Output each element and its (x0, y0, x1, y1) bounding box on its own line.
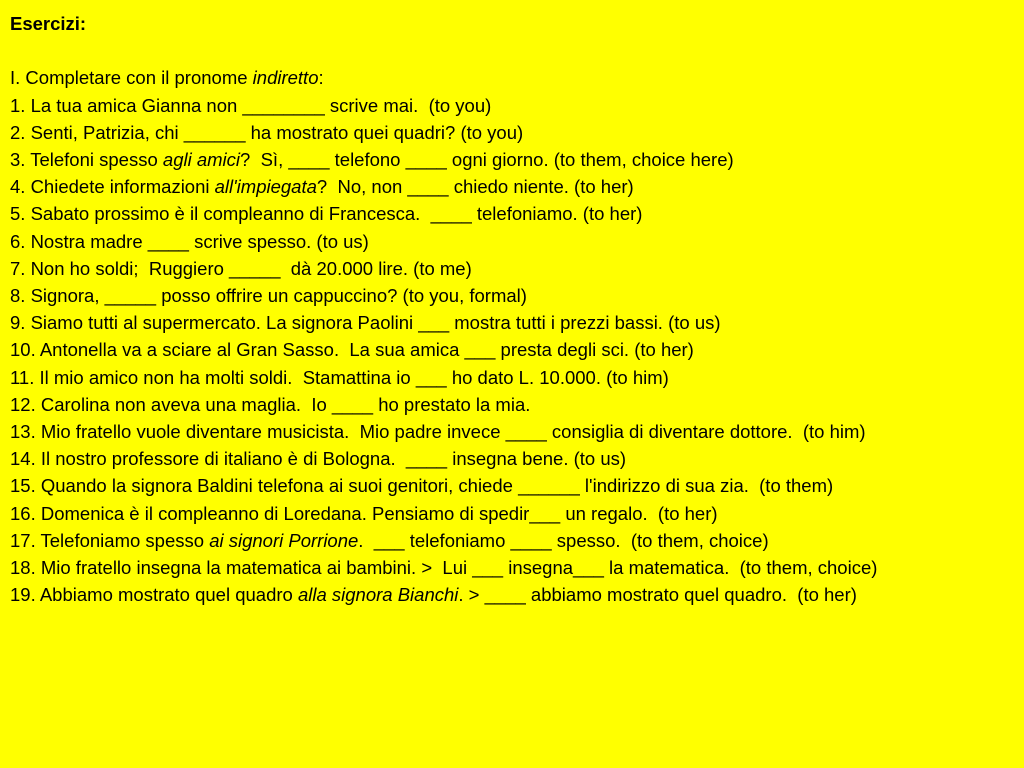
exercise-item-text: ? No, non ____ chiedo niente. (to her) (316, 176, 634, 198)
exercise-item (10, 228, 1016, 255)
exercise-item-text: 5. Sabato prossimo è il compleanno di Francesca. ____ telefoniamo. (to her) (10, 203, 643, 225)
exercise-item (10, 173, 1016, 200)
exercise-item-emphasis: all'impiegata (214, 176, 317, 198)
exercise-item (10, 472, 1016, 499)
exercise-item (10, 309, 1016, 336)
exercise-item-text: 17. Telefoniamo spesso (10, 529, 210, 551)
exercise-item-emphasis: alla signora Bianchi (297, 584, 459, 606)
exercise-item-text: 4. Chiedete informazioni (10, 176, 215, 198)
exercise-item (10, 92, 1016, 119)
instruction-text: I. Completare con il pronome (10, 67, 253, 89)
exercise-item-text: 13. Mio fratello vuole diventare musicista. Mio padre invece ____ consiglia di diventare dottore. (to him) (10, 421, 866, 443)
exercise-slide (10, 10, 1016, 608)
exercise-item (10, 445, 1016, 472)
blank-line (10, 37, 1016, 64)
exercise-list (10, 92, 1016, 609)
exercise-item (10, 581, 1016, 608)
exercise-item (10, 364, 1016, 391)
exercise-instruction (10, 64, 1016, 91)
exercise-item (10, 200, 1016, 227)
slide-heading: Esercizi: (10, 13, 87, 34)
exercise-item (10, 391, 1016, 418)
exercise-item (10, 500, 1016, 527)
exercise-item-emphasis: ai signori Porrione (209, 529, 359, 551)
exercise-item (10, 282, 1016, 309)
instruction-emphasis: indiretto (252, 67, 319, 89)
exercise-item-text: . ___ telefoniamo ____ spesso. (to them, choice) (358, 529, 769, 551)
exercise-item (10, 119, 1016, 146)
exercise-item-text: 14. Il nostro professore di italiano è di Bologna. ____ insegna bene. (to us) (10, 448, 627, 470)
exercise-item-text: 6. Nostra madre ____ scrive spesso. (to us) (10, 230, 369, 252)
exercise-item-text: 3. Telefoni spesso (10, 148, 163, 170)
exercise-item-text: . > ____ abbiamo mostrato quel quadro. (to her) (458, 584, 857, 606)
exercise-item-text: 1. La tua amica Gianna non ________ scrive mai. (to you) (10, 94, 492, 116)
exercise-item (10, 146, 1016, 173)
exercise-item-text: 15. Quando la signora Baldini telefona ai suoi genitori, chiede ______ l'indirizzo di sua zia. (to them) (10, 475, 834, 497)
exercise-item (10, 418, 1016, 445)
exercise-item (10, 554, 1016, 581)
exercise-item-text: 12. Carolina non aveva una maglia. Io ____ ho prestato la mia. (10, 393, 531, 415)
exercise-item-emphasis: agli amici (162, 148, 241, 170)
exercise-item-text: 2. Senti, Patrizia, chi ______ ha mostrato quei quadri? (to you) (10, 121, 524, 143)
exercise-item-text: 7. Non ho soldi; Ruggiero _____ dà 20.000 lire. (to me) (10, 257, 472, 279)
exercise-item (10, 255, 1016, 282)
exercise-item-text: 8. Signora, _____ posso offrire un cappuccino? (to you, formal) (10, 285, 527, 306)
exercise-item-text: ? Sì, ____ telefono ____ ogni giorno. (to them, choice here) (240, 148, 734, 170)
exercise-item-text: 19. Abbiamo mostrato quel quadro (10, 584, 298, 606)
exercise-item (10, 527, 1016, 554)
exercise-item-text: 16. Domenica è il compleanno di Loredana. Pensiamo di spedir___ un regalo. (to her) (10, 502, 718, 524)
exercise-item-text: 11. Il mio amico non ha molti soldi. Stamattina io ___ ho dato L. 10.000. (to him) (10, 366, 669, 388)
exercise-item-text: 18. Mio fratello insegna la matematica ai bambini. > Lui ___ insegna___ la matematica. (to them, choice) (10, 557, 878, 579)
exercise-item-text: 10. Antonella va a sciare al Gran Sasso. La sua amica ___ presta degli sci. (to her) (10, 339, 694, 361)
instruction-suffix: : (318, 67, 324, 89)
exercise-item (10, 336, 1016, 363)
exercise-item-text: 9. Siamo tutti al supermercato. La signora Paolini ___ mostra tutti i prezzi bassi. (to us) (10, 312, 721, 334)
